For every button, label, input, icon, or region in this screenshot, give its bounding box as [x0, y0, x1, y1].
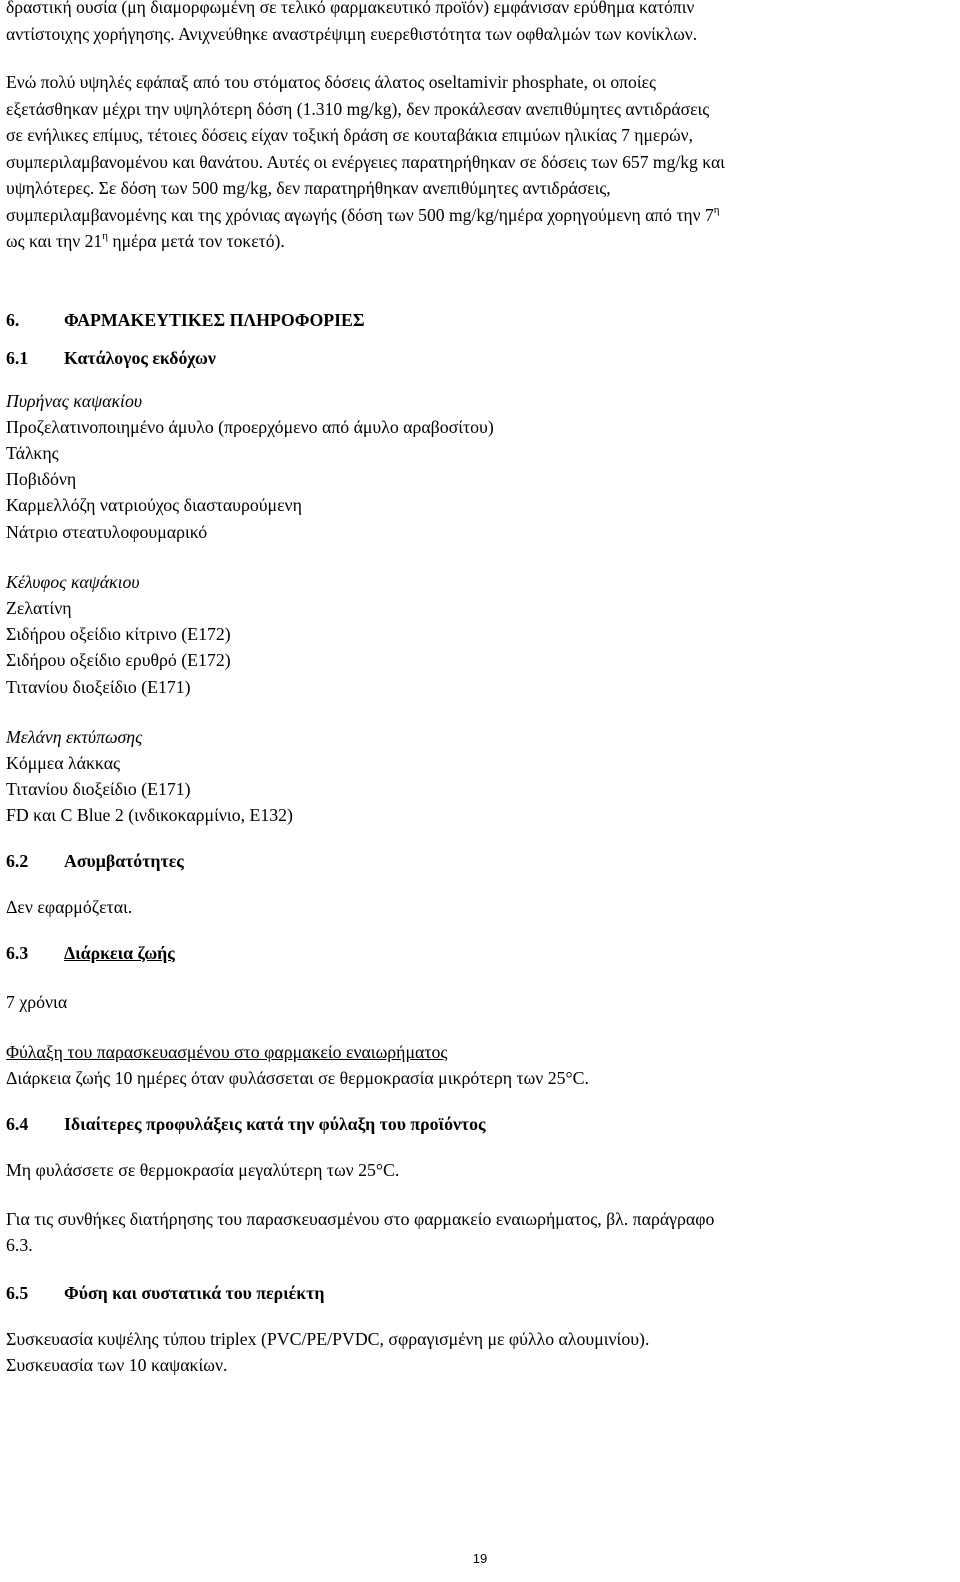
section-number: 6.5 — [6, 1282, 29, 1303]
toxicity-paragraph-end — [6, 0, 954, 47]
text-line: Συσκευασία των 10 καψακίων. — [6, 1355, 228, 1376]
text-line: αντίστοιχης χορήγησης. Ανιχνεύθηκε αναστρέψιμη ευερεθιστότητα των οφθαλμών των κονίκλων. — [6, 23, 698, 44]
excipient-item: Σιδήρου οξείδιο κίτρινο (E172) — [6, 624, 231, 645]
text-span: ημέρα μετά τον τοκετό). — [108, 231, 285, 251]
section-number: 6.4 — [6, 1114, 29, 1135]
text-span: συμπεριλαμβανομένης και της χρόνιας αγωγής (δόση των 500 mg/kg/ημέρα χορηγούμενη από την 7 — [6, 204, 714, 225]
section-title: Κατάλογος εκδόχων — [64, 347, 216, 368]
container-description — [6, 1326, 954, 1378]
section-heading-6 — [6, 308, 954, 332]
section-title: Διάρκεια ζωής — [64, 942, 175, 963]
section-title: Ασυμβατότητες — [64, 850, 184, 871]
text-line: εξετάσθηκαν μέχρι την υψηλότερη δόση (1.310 mg/kg), δεν προκάλεσαν ανεπιθύμητες αντιδράσεις — [6, 98, 710, 119]
text-line: Για τις συνθήκες διατήρησης του παρασκευασμένου στο φαρμακείο εναιωρήματος, βλ. παράγραφο — [6, 1208, 715, 1229]
excipient-item: Ποβιδόνη — [6, 469, 77, 490]
excipient-group-core — [6, 388, 954, 545]
section-title: ΦΑΡΜΑΚΕΥΤΙΚΕΣ ΠΛΗΡΟΦΟΡΙΕΣ — [64, 309, 365, 330]
excipient-item: Τιτανίου διοξείδιο (E171) — [6, 676, 191, 697]
section-heading-6-4 — [6, 1112, 954, 1136]
sub-heading: Φύλαξη του παρασκευασμένου στο φαρμακείο εναιωρήματος — [6, 1041, 448, 1062]
text-line: συμπεριλαμβανομένου και θανάτου. Αυτές οι ενέργειες παρατηρήθηκαν σε δόσεις των 657 mg/kg και — [6, 151, 725, 172]
excipient-item: Σιδήρου οξείδιο ερυθρό (E172) — [6, 650, 231, 671]
excipient-item: FD και C Blue 2 (ινδικοκαρμίνιο, E132) — [6, 805, 293, 826]
section-title: Ιδιαίτερες προφυλάξεις κατά την φύλαξη του προϊόντος — [64, 1114, 486, 1135]
text-line: δραστική ουσία (μη διαμορφωμένη σε τελικό φαρμακευτικό προϊόν) εμφάνισαν ερύθημα κατόπιν — [6, 0, 695, 17]
storage-reference-block — [6, 1206, 954, 1258]
excipient-group-ink — [6, 724, 954, 829]
pharmacy-suspension-block — [6, 1039, 954, 1091]
section-title: Φύση και συστατικά του περιέκτη — [64, 1282, 325, 1303]
superscript: η — [713, 203, 720, 216]
text-line — [6, 202, 954, 229]
group-label: Μελάνη εκτύπωσης — [6, 726, 143, 747]
superscript: η — [102, 230, 108, 242]
excipient-item: Καρμελλόζη νατριούχος διασταυρούμενη — [6, 495, 302, 516]
text-line: 6.3. — [6, 1234, 33, 1255]
excipient-item: Νάτριο στεατυλοφουμαρικό — [6, 521, 208, 542]
text-line: σε ενήλικες επίμυς, τέτοιες δόσεις είχαν τοξική δράση σε κουταβάκια επιμύων ηλικίας 7 ημερών, — [6, 125, 694, 145]
document-page — [6, 0, 954, 1378]
text-line — [6, 228, 954, 255]
section-number: 6. — [6, 309, 20, 330]
excipient-item: Προζελατινοποιημένο άμυλο (προερχόμενο από άμυλο αραβοσίτου) — [6, 416, 494, 437]
text-line: Συσκευασία κυψέλης τύπου triplex (PVC/PE/PVDC, σφραγισμένη με φύλλο αλουμινίου). — [6, 1328, 650, 1349]
text-line: υψηλότερες. Σε δόση των 500 mg/kg, δεν παρατηρήθηκαν ανεπιθύμητες αντιδράσεις, — [6, 178, 611, 198]
excipient-group-shell — [6, 569, 954, 700]
text-line: Ενώ πολύ υψηλές εφάπαξ από του στόματος δόσεις άλατος oseltamivir phosphate, οι οποίες — [6, 72, 656, 92]
section-heading-6-2 — [6, 849, 954, 873]
oseltamivir-dose-paragraph — [6, 69, 954, 255]
sub-text: Διάρκεια ζωής 10 ημέρες όταν φυλάσσεται σε θερμοκρασία μικρότερη των 25°C. — [6, 1068, 589, 1089]
section-heading-6-1 — [6, 346, 954, 370]
excipient-item: Κόμμεα λάκκας — [6, 752, 121, 773]
excipient-item: Τιτανίου διοξείδιο (E171) — [6, 779, 191, 800]
excipient-item: Ζελατίνη — [6, 597, 72, 618]
section-number: 6.3 — [6, 942, 29, 963]
section-heading-6-3 — [6, 941, 954, 965]
section-number: 6.2 — [6, 850, 29, 871]
excipient-item: Τάλκης — [6, 442, 59, 463]
incompatibilities-text: Δεν εφαρμόζεται. — [6, 896, 133, 917]
storage-text: Μη φυλάσσετε σε θερμοκρασία μεγαλύτερη των 25°C. — [6, 1160, 400, 1181]
group-label: Πυρήνας καψακίου — [6, 390, 143, 411]
page-number: 19 — [472, 1551, 488, 1566]
shelf-life-text: 7 χρόνια — [6, 991, 68, 1012]
section-number: 6.1 — [6, 347, 29, 368]
section-heading-6-5 — [6, 1281, 954, 1305]
group-label: Κέλυφος καψάκιου — [6, 571, 140, 592]
text-span: ως και την 21 — [6, 231, 103, 251]
